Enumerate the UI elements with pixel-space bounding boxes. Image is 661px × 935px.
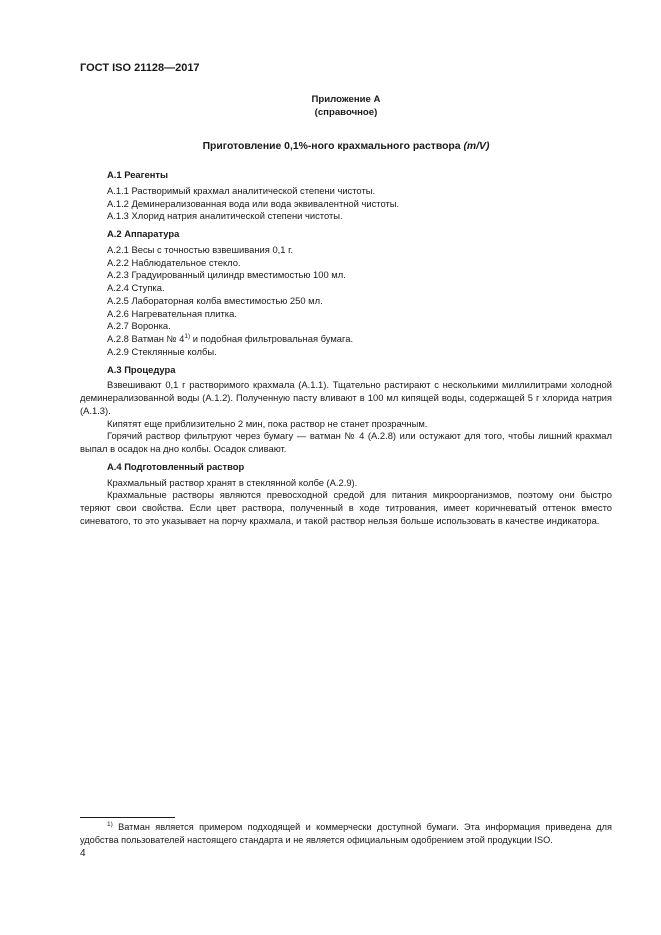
list-item: А.2.1 Весы с точностью взвешивания 0,1 г. bbox=[107, 243, 293, 255]
list-item: А.2.9 Стеклянные колбы. bbox=[107, 345, 217, 357]
list-item: А.1.1 Растворимый крахмал аналитической степени чистоты. bbox=[107, 184, 376, 196]
section-procedure bbox=[80, 364, 612, 456]
list-item: А.2.7 Воронка. bbox=[107, 320, 171, 332]
paragraph: Кипятят еще приблизительно 2 мин, пока раствор не станет прозрачным. bbox=[107, 417, 428, 429]
section-reagents bbox=[80, 169, 612, 223]
section-heading: А.2 Аппаратура bbox=[107, 228, 180, 239]
list-item: А.1.3 Хлорид натрия аналитической степени чистоты. bbox=[107, 210, 343, 222]
standard-header: ГОСТ ISO 21128—2017 bbox=[80, 62, 200, 74]
paragraph: Горячий раствор фильтруют через бумагу — ватман № 4 (А.2.8) или остужают для того, чтобы лишний крахмал выпал в осадок на дно колбы. Осадок сливают. bbox=[80, 430, 612, 454]
list-item-with-footnote bbox=[80, 333, 612, 346]
list-item: А.2.3 Градуированный цилиндр вместимостью 100 мл. bbox=[107, 269, 346, 281]
section-prepared-solution bbox=[80, 461, 612, 528]
annex-block bbox=[80, 93, 612, 119]
annex-label: Приложение А bbox=[311, 94, 381, 105]
document-body bbox=[80, 169, 612, 533]
footnote-marker: 1) bbox=[107, 821, 113, 828]
page-number: 4 bbox=[80, 848, 86, 859]
paragraph: Взвешивают 0,1 г растворимого крахмала (А.1.1). Тщательно растирают с несколькими миллилитрами холодной деминерализованной воды (А.1.2). Полученную пасту вливают в 100 мл кипящей воды, содержащей 5 г хлорида натрия (А.1.3). bbox=[80, 379, 612, 416]
section-heading: А.1 Реагенты bbox=[107, 169, 169, 180]
list-item: А.2.6 Нагревательная плитка. bbox=[107, 307, 237, 319]
section-heading: А.4 Подготовленный раствор bbox=[107, 460, 245, 472]
section-apparatus bbox=[80, 228, 612, 359]
document-title bbox=[80, 141, 612, 152]
footnote bbox=[80, 821, 612, 846]
footnote-text: Ватман является примером подходящей и коммерчески доступной бумаги. Эта информация приведена для удобства пользователей настоящего стандарта и не является официальным одобрением этой продукции ISO. bbox=[80, 822, 612, 845]
list-item: А.1.2 Деминерализованная вода или вода эквивалентной чистоты. bbox=[107, 197, 400, 209]
document-title-unit: (m/V) bbox=[463, 141, 490, 152]
list-item: А.2.2 Наблюдательное стекло. bbox=[107, 256, 241, 268]
section-heading: А.3 Процедура bbox=[107, 363, 176, 375]
footnote-divider bbox=[80, 817, 175, 818]
paragraph: Крахмальный раствор хранят в стеклянной колбе (А.2.9). bbox=[107, 476, 358, 488]
annex-type: (справочное) bbox=[314, 107, 378, 118]
paragraph: Крахмальные растворы являются превосходной средой для питания микроорганизмов, поэтому они быстро теряют свои свойства. Если цвет раствора, полученный в ходе титрования, имеет коричневатый оттенок вместо синеватого, то это указывает на порчу крахмала, и такой раствор нельзя больше использовать в качестве индикатора. bbox=[80, 489, 612, 526]
list-item-text: и подобная фильтровальная бумага. bbox=[190, 333, 354, 344]
list-item-text: А.2.8 Ватман № 4 bbox=[107, 333, 185, 344]
footnote-reference: 1) bbox=[184, 333, 191, 340]
document-title-text: Приготовление 0,1%-ного крахмального раствора bbox=[202, 141, 461, 152]
list-item: А.2.5 Лабораторная колба вместимостью 250 мл. bbox=[107, 294, 323, 306]
list-item: А.2.4 Ступка. bbox=[107, 282, 165, 293]
